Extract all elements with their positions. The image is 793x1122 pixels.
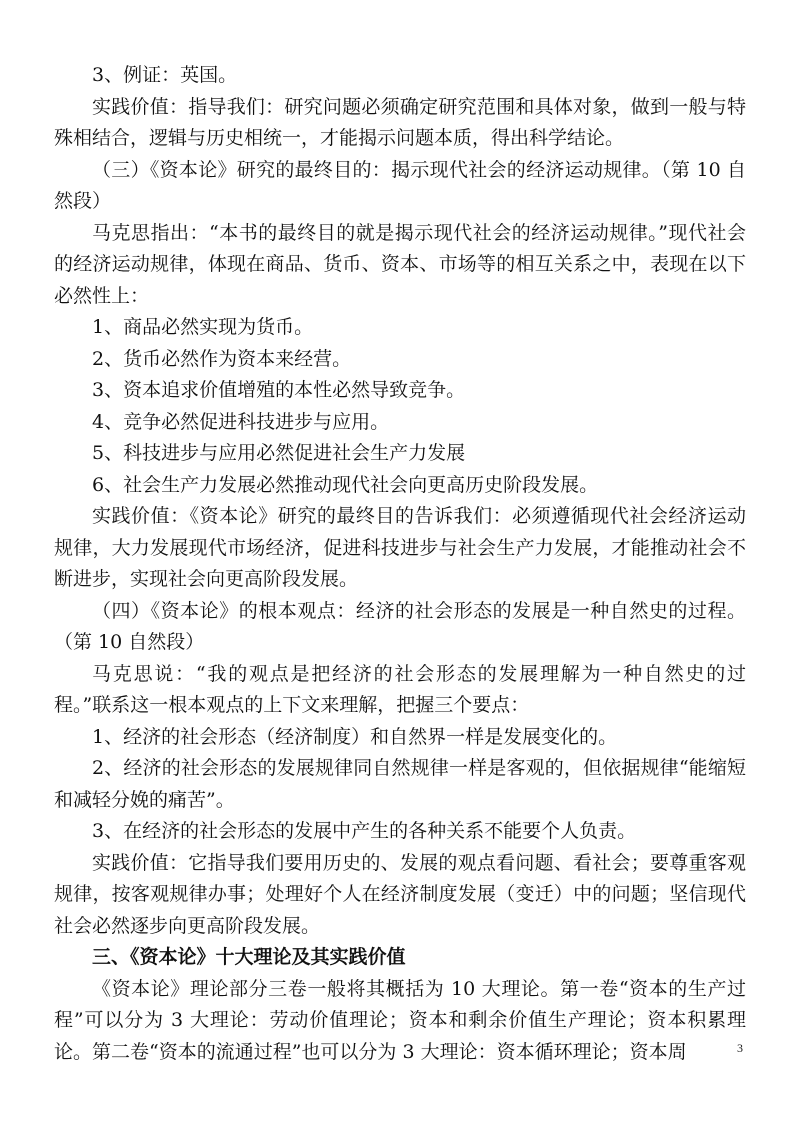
paragraph-ten-theories: 《资本论》理论部分三卷一般将其概括为 10 大理论。第一卷“资本的生产过程”可以分为 3 大理论：劳动价值理论；资本和剩余价值生产理论；资本积累理论。第二卷“资本的流通过程”也可以分为 3 大理论：资本循环理论；资本周 <box>54 977 746 1063</box>
paragraph-example: 3、例证：英国。 <box>92 64 238 86</box>
paragraph-section-3: （三）《资本论》研究的最终目的：揭示现代社会的经济运动规律。（第 10 自然段） <box>54 158 746 212</box>
list-item: 2、经济的社会形态的发展规律同自然规律一样是客观的，但依据规律“能缩短和减轻分娩的痛苦”。 <box>54 757 746 811</box>
paragraph-practice-value-3: 实践价值：它指导我们要用历史的、发展的观点看问题、看社会；要尊重客观规律，按客观规律办事；处理好个人在经济制度发展（变迁）中的问题；坚信现代社会必然逐步向更高阶段发展。 <box>54 851 746 937</box>
page-number: 3 <box>737 1041 743 1055</box>
list-item: 3、在经济的社会形态的发展中产生的各种关系不能要个人负责。 <box>92 820 637 842</box>
document-page <box>54 60 746 1068</box>
paragraph-practice-value-1: 实践价值：指导我们：研究问题必须确定研究范围和具体对象，做到一般与特殊相结合，逻辑与历史相统一，才能揭示问题本质，得出科学结论。 <box>54 95 746 149</box>
paragraph-section-4: （四）《资本论》的根本观点：经济的社会形态的发展是一种自然史的过程。（第 10 自然段） <box>54 599 746 653</box>
paragraph-marx-quote-1: 马克思指出：“本书的最终目的就是揭示现代社会的经济运动规律。”现代社会的经济运动规律，体现在商品、货币、资本、市场等的相互关系之中，表现在以下必然性上： <box>54 221 746 307</box>
list-item: 6、社会生产力发展必然推动现代社会向更高历史阶段发展。 <box>92 473 599 496</box>
list-item: 5、科技进步与应用必然促进社会生产力发展 <box>92 442 466 464</box>
list-item: 4、竞争必然促进科技进步与应用。 <box>92 410 390 433</box>
list-item: 3、资本追求价值增殖的本性必然导致竞争。 <box>92 379 466 401</box>
paragraph-marx-quote-2: 马克思说：“我的观点是把经济的社会形态的发展理解为一种自然史的过程。”联系这一根本观点的上下文来理解，把握三个要点： <box>54 662 746 716</box>
paragraph-practice-value-2: 实践价值：《资本论》研究的最终目的告诉我们：必须遵循现代社会经济运动规律，大力发展现代市场经济，促进科技进步与社会生产力发展，才能推动社会不断进步，实现社会向更高阶段发展。 <box>54 505 746 590</box>
section-heading: 三、《资本论》十大理论及其实践价值 <box>92 946 406 968</box>
list-item: 2、货币必然作为资本来经营。 <box>92 347 352 370</box>
list-item: 1、商品必然实现为货币。 <box>92 316 314 338</box>
list-item: 1、经济的社会形态（经济制度）和自然界一样是发展变化的。 <box>92 725 618 748</box>
